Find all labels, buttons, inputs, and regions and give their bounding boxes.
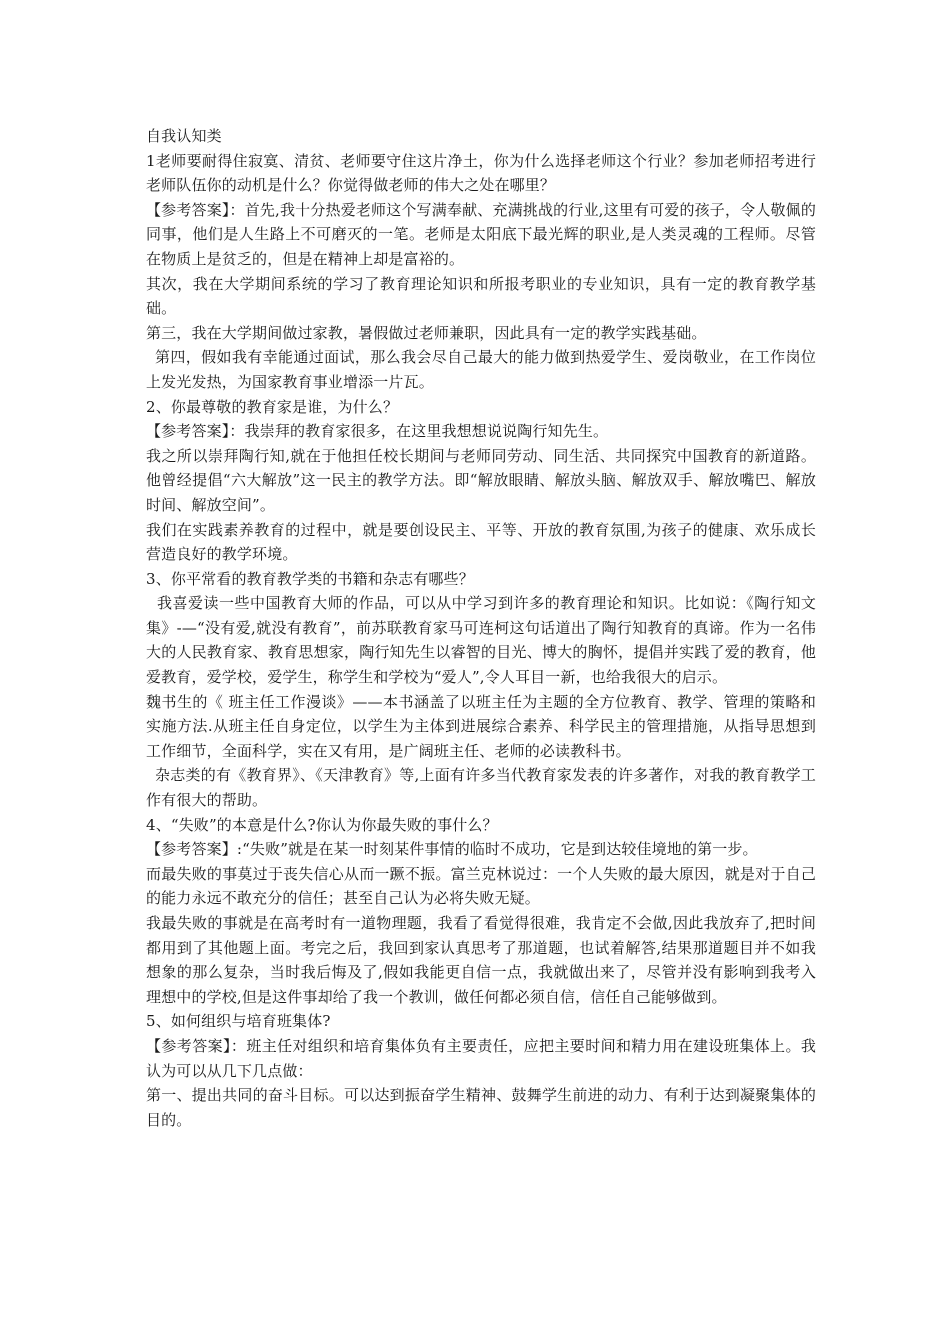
answer-4-paragraph-2: 而最失败的事莫过于丧失信心从而一蹶不振。富兰克林说过：一个人失败的最大原因，就是对于自己的能力永远不敢充分的信任；甚至自己认为必将失败无疑。 [146,864,816,908]
answer-1-paragraph-1: 【参考答案】：首先,我十分热爱老师这个写满奉献、充满挑战的行业,这里有可爱的孩子，令人敬佩的同事，他们是人生路上不可磨灭的一笔。老师是太阳底下最光辉的职业,是人类灵魂的工程师。尽管在物质上是贫乏的，但是在精神上却是富裕的。 [146,200,816,268]
answer-2-paragraph-3: 我们在实践素养教育的过程中，就是要创设民主、平等、开放的教育氛围,为孩子的健康、欢乐成长营造良好的教学环境。 [146,520,816,564]
answer-2-paragraph-1: 【参考答案】：我崇拜的教育家很多，在这里我想想说说陶行知先生。 [146,422,609,441]
question-5: 5、如何组织与培育班集体? [146,1012,331,1031]
answer-3-paragraph-2: 魏书生的《 班主任工作漫谈》——本书涵盖了以班主任为主题的全方位教育、教学、管理的策略和实施方法.从班主任自身定位，以学生为主体到进展综合素养、科学民主的管理措施，从指导思想到工作细节，全面科学，实在又有用，是广阔班主任、老师的必读教科书。 [146,692,816,760]
answer-1-paragraph-4: 第四，假如我有幸能通过面试，那么我会尽自己最大的能力做到热爱学生、爱岗敬业，在工作岗位上发光发热，为国家教育事业增添一片瓦。 [146,348,816,391]
question-3: 3、你平常看的教育教学类的书籍和杂志有哪些？ [146,569,474,588]
answer-5-paragraph-2: 第一、提出共同的奋斗目标。可以达到振奋学生精神、鼓舞学生前进的动力、有利于达到凝聚集体的目的。 [146,1086,816,1129]
section-heading: 自我认知类 [146,127,222,145]
answer-3-paragraph-1: 我喜爱读一些中国教育大师的作品，可以从中学习到许多的教育理论和知识。比如说：《陶行知文集》-—“没有爱,就没有教育”，前苏联教育家马可连柯这句话道出了陶行知教育的真谛。作为一名伟大的人民教育家、教育思想家，陶行知先生以睿智的目光、博大的胸怀，提倡并实践了爱的教育，他爱教育，爱学校，爱学生，称学生和学校为“爱人”,令人耳目一新，也给我很大的启示。 [146,594,816,687]
answer-4-paragraph-1: 【参考答案】:“失败”就是在某一时刻某件事情的临时不成功，它是到达较佳境地的第一步。 [146,840,758,859]
answer-3-paragraph-3: 杂志类的有《教育界》、《天津教育》等,上面有许多当代教育家发表的许多著作，对我的教育教学工作有很大的帮助。 [146,766,816,810]
answer-2-paragraph-2: 我之所以崇拜陶行知,就在于他担任校长期间与老师同劳动、同生活、共同探究中国教育的新道路。他曾经提倡“六大解放”这一民主的教学方法。即“解放眼睛、解放头脑、解放双手、解放嘴巴、解放时间、解放空间”。 [146,446,816,514]
question-4: 4、“失败”的本意是什么?你认为你最失败的事什么？ [146,815,498,834]
question-1: 1老师要耐得住寂寞、清贫、老师要守住这片净土，你为什么选择老师这个行业？参加老师招考进行老师队伍你的动机是什么？你觉得做老师的伟大之处在哪里？ [146,151,816,195]
question-2: 2、你最尊敬的教育家是谁，为什么？ [146,397,399,416]
answer-1-paragraph-3: 第三，我在大学期间做过家教，暑假做过老师兼职，因此具有一定的教学实践基础。 [146,323,707,342]
answer-5-paragraph-1: 【参考答案】：班主任对组织和培育集体负有主要责任，应把主要时间和精力用在建设班集体上。我认为可以从几下几点做： [146,1036,816,1080]
answer-4-paragraph-3: 我最失败的事就是在高考时有一道物理题，我看了看觉得很难，我肯定不会做,因此我放弃了,把时间都用到了其他题上面。考完之后，我回到家认真思考了那道题，也试着解答,结果那道题目并不如我想象的那么复杂，当时我后悔及了,假如我能更自信一点，我就做出来了，尽管并没有影响到我考入理想中的学校,但是这件事却给了我一个教训，做任何都必须自信，信任自己能够做到。 [146,914,816,1006]
document-body [146,124,816,1132]
answer-1-paragraph-2: 其次，我在大学期间系统的学习了教育理论知识和所报考职业的专业知识，具有一定的教育教学基础。 [146,274,816,318]
